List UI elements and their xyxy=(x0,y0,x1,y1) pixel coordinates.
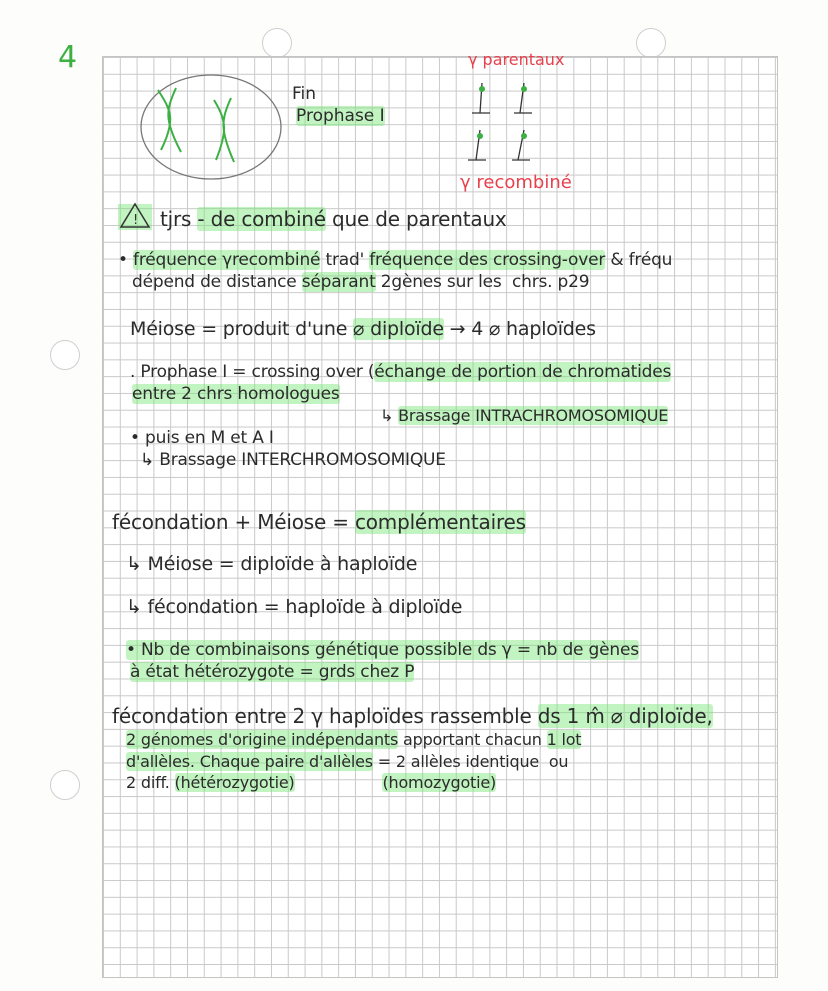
note-line xyxy=(126,752,568,771)
note-text: fécondation entre 2 γ haploïdes rassemble xyxy=(112,704,538,728)
note-text: fécondation + Méiose = xyxy=(112,510,355,534)
note-line xyxy=(126,596,462,618)
note-line xyxy=(132,384,340,404)
highlighted-text: (hétérozygotie) xyxy=(174,773,295,792)
note-line xyxy=(126,773,496,792)
svg-text:!: ! xyxy=(133,213,139,228)
binder-hole xyxy=(262,28,292,58)
note-text: apportant chacun xyxy=(398,730,547,749)
binder-hole xyxy=(636,28,666,58)
note-line xyxy=(126,553,417,575)
binder-hole xyxy=(50,770,80,800)
note-line xyxy=(130,318,596,340)
label-prophase: Prophase I xyxy=(296,106,385,126)
highlighted-text: fréquence des crossing-over xyxy=(369,250,606,270)
note-line xyxy=(132,272,589,292)
note-text: tjrs xyxy=(160,207,198,231)
note-line xyxy=(130,362,671,382)
highlighted-text: fréquence γrecombiné xyxy=(133,250,321,270)
warning-icon xyxy=(118,200,152,230)
chromosome-cell-diagram xyxy=(136,70,291,185)
highlighted-text: entre 2 chrs homologues xyxy=(132,384,340,404)
note-line xyxy=(126,640,639,660)
note-text: ↳ Brassage INTERCHROMOSOMIQUE xyxy=(140,450,446,470)
highlighted-text: (homozygotie) xyxy=(382,773,497,792)
note-text: dépend de distance xyxy=(132,272,302,292)
highlighted-text: Brassage INTRACHROMOSOMIQUE xyxy=(398,406,669,425)
label-parentaux: γ parentaux xyxy=(468,50,565,69)
note-text: → 4 ⌀ haploïdes xyxy=(443,318,596,340)
highlighted-text: complémentaires xyxy=(354,510,526,534)
note-text: Méiose = produit d'une xyxy=(130,318,354,340)
note-text: 2gènes sur les chrs. p29 xyxy=(375,272,590,292)
highlighted-text: ⌀ diploïde xyxy=(353,318,444,340)
highlighted-text: à état hétérozygote = grds chez P xyxy=(130,662,415,682)
chromosome-pairs-diagram xyxy=(462,75,572,175)
note-text: . Prophase I = crossing over ( xyxy=(130,362,375,382)
highlighted-text: - de combiné xyxy=(197,207,326,231)
highlighted-text: séparant xyxy=(301,272,376,292)
label-fin: Fin xyxy=(292,84,317,104)
note-text: trad' xyxy=(320,250,370,270)
highlighted-text: d'allèles. Chaque paire d'allèles xyxy=(126,752,373,771)
note-text xyxy=(295,773,383,792)
note-line xyxy=(140,450,446,470)
note-text: ↳ fécondation = haploïde à diploïde xyxy=(126,596,463,618)
note-line xyxy=(112,510,526,534)
highlighted-text: ds 1 m̂ ⌀ diploïde, xyxy=(537,704,713,728)
note-line xyxy=(130,662,414,682)
note-text: ↳ Méiose = diploïde à haploïde xyxy=(126,553,418,575)
binder-hole xyxy=(50,340,80,370)
label-recombine: γ recombiné xyxy=(460,172,572,193)
note-line xyxy=(118,250,672,270)
highlighted-text: 2 génomes d'origine indépendants xyxy=(126,730,399,749)
note-text: • puis en M et A I xyxy=(130,428,274,448)
note-line xyxy=(130,428,274,448)
highlighted-text: 1 lot xyxy=(546,730,582,749)
note-text: ↳ xyxy=(380,406,399,425)
note-text: • xyxy=(118,250,134,270)
note-line xyxy=(126,730,581,749)
note-line xyxy=(160,207,507,231)
highlighted-text: échange de portion de chromatides xyxy=(374,362,672,382)
page-number: 4 xyxy=(58,40,78,75)
note-text: = 2 allèles identique ou xyxy=(372,752,569,771)
highlighted-text: • Nb de combinaisons génétique possible ds γ = nb de gènes xyxy=(126,640,639,660)
note-text: que de parentaux xyxy=(325,207,507,231)
note-line xyxy=(112,704,713,728)
note-line xyxy=(380,406,668,425)
note-text: & fréqu xyxy=(605,250,673,270)
note-text: 2 diff. xyxy=(126,773,175,792)
